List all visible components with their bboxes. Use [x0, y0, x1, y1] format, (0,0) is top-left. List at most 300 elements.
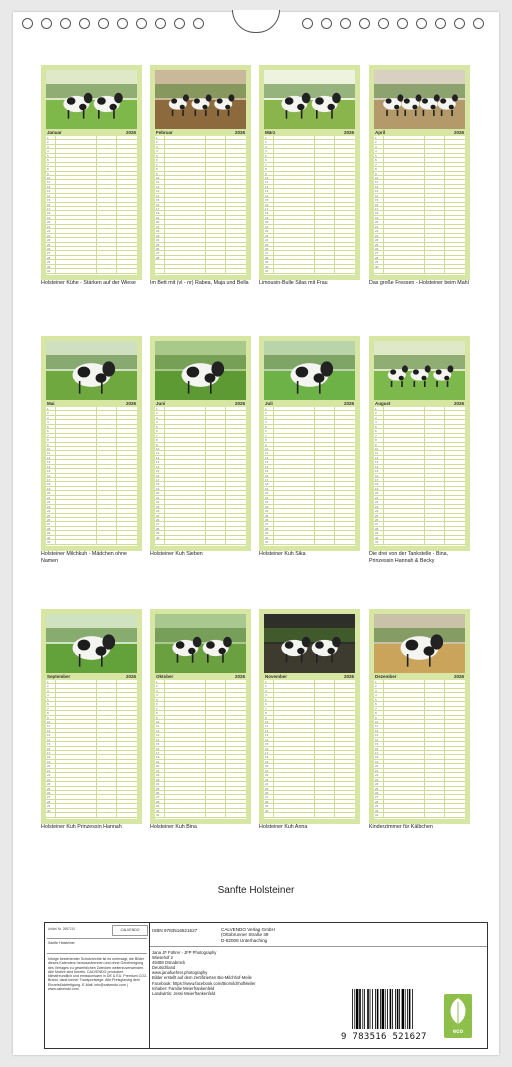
day-number: 15	[375, 469, 379, 474]
eco-label-text: eco	[452, 1029, 464, 1035]
month-november	[259, 609, 360, 824]
day-number: 5	[265, 424, 267, 429]
day-number: 23	[47, 777, 51, 782]
month-caption: Holsteiner Milchkuh - Mädchen ohne Namen	[41, 551, 127, 564]
cow-photo	[155, 70, 246, 129]
divider	[150, 946, 487, 947]
day-number: 18	[156, 211, 160, 216]
month-september	[41, 609, 142, 824]
day-number: 16	[156, 746, 160, 751]
legal-text: Infolge bestehender Schutzrechte ist es untersagt, die Bilder dieses Kalenders herauszutrennen und ohne Genehmigung des Verlages zu gewerblichen Zwecken weiterzuverwenden. Alle Motive sind bereits. CALVENDO produziert klimafreundlich und emissionsarm in DE & EU. Premium CO2-Brand, dank tonner Transportwege. Alle Preisgünstig dem Einzelstückfertigung. E-Mail: info@calvendo.com | www.calvendo.com	[48, 957, 148, 992]
cow-photo	[264, 70, 355, 129]
month-header	[155, 129, 246, 136]
day-number: 13	[47, 189, 51, 194]
binding-hole	[321, 18, 332, 29]
day-number: 23	[265, 777, 269, 782]
day-number: 25	[265, 242, 269, 247]
day-number: 9	[265, 715, 267, 720]
planner-grid	[155, 136, 246, 275]
day-number: 23	[156, 233, 160, 238]
month-year: 2026	[125, 674, 136, 679]
day-number: 7	[156, 706, 158, 711]
day-number: 19	[375, 486, 379, 491]
month-year: 2026	[453, 401, 464, 406]
day-number: 5	[265, 153, 267, 158]
day-number: 26	[265, 790, 269, 795]
day-number: 18	[375, 755, 379, 760]
day-number: 28	[156, 799, 160, 804]
cow-photo	[46, 341, 137, 400]
day-number: 18	[265, 211, 269, 216]
day-number: 22	[265, 773, 269, 778]
binding-hole	[155, 18, 166, 29]
day-row	[46, 540, 137, 544]
day-number: 11	[265, 180, 269, 185]
day-number: 12	[47, 455, 51, 460]
day-number: 3	[47, 688, 49, 693]
day-number: 23	[265, 504, 269, 509]
cow-photo	[155, 614, 246, 673]
day-number: 8	[156, 438, 158, 443]
day-number: 1	[47, 680, 49, 684]
day-row	[264, 813, 355, 817]
month-name: Mai	[47, 401, 55, 406]
day-row	[264, 540, 355, 544]
month-januar	[41, 65, 142, 280]
day-number: 28	[375, 255, 379, 260]
day-number: 24	[156, 782, 160, 787]
day-number: 28	[47, 255, 51, 260]
day-number: 14	[375, 737, 379, 742]
day-number: 24	[47, 782, 51, 787]
day-number: 3	[375, 415, 377, 420]
day-number: 31	[265, 540, 269, 545]
day-number: 8	[156, 711, 158, 716]
day-row	[155, 269, 246, 273]
day-number: 24	[47, 238, 51, 243]
month-photo	[264, 70, 355, 129]
day-number: 20	[47, 764, 51, 769]
day-number: 29	[47, 260, 51, 265]
day-number: 30	[375, 264, 379, 269]
day-number: 24	[156, 509, 160, 514]
day-number: 14	[265, 737, 269, 742]
binding-hole	[174, 18, 185, 29]
isbn-text: ISBN 9783516521627	[152, 928, 198, 933]
day-number: 8	[265, 711, 267, 716]
day-number: 9	[375, 715, 377, 720]
month-juli	[259, 336, 360, 551]
day-number: 7	[265, 433, 267, 438]
day-number: 1	[375, 407, 377, 411]
day-number: 22	[47, 500, 51, 505]
day-number: 18	[47, 755, 51, 760]
month-photo	[155, 341, 246, 400]
month-header	[264, 129, 355, 136]
planner-grid	[374, 407, 465, 546]
planner-grid	[46, 136, 137, 275]
day-number: 10	[265, 175, 269, 180]
day-number: 25	[47, 513, 51, 518]
day-number: 30	[265, 808, 269, 813]
imprint-title: Sanfte Holsteiner	[48, 941, 75, 945]
day-number: 19	[265, 759, 269, 764]
day-number: 29	[47, 804, 51, 809]
day-number: 17	[375, 207, 379, 211]
day-number: 11	[375, 180, 379, 185]
day-number: 10	[156, 175, 160, 180]
binding-hole	[60, 18, 71, 29]
imprint-box	[44, 922, 488, 1049]
month-name: November	[265, 674, 288, 679]
day-number: 14	[47, 464, 51, 469]
month-name: Juni	[156, 401, 166, 406]
day-number: 8	[375, 711, 377, 716]
day-number: 19	[156, 486, 160, 491]
month-name: Dezember	[375, 674, 397, 679]
day-number: 5	[265, 697, 267, 702]
day-number: 19	[156, 759, 160, 764]
day-number: 27	[156, 795, 160, 800]
day-number: 7	[156, 162, 158, 167]
day-number: 30	[47, 808, 51, 813]
day-number: 10	[375, 175, 379, 180]
day-number: 27	[375, 522, 379, 527]
binding-hole	[193, 18, 204, 29]
day-number: 1	[47, 407, 49, 411]
planner-grid	[46, 407, 137, 546]
day-number: 1	[375, 680, 377, 684]
day-number: 7	[265, 706, 267, 711]
day-number: 28	[47, 799, 51, 804]
day-number: 6	[47, 429, 49, 434]
day-number: 18	[156, 482, 160, 487]
planner-grid	[264, 407, 355, 546]
divider	[47, 953, 147, 954]
month-caption: Holsteiner Kuh Anna	[259, 824, 308, 830]
day-number: 23	[375, 777, 379, 782]
day-number: 17	[375, 751, 379, 755]
day-number: 15	[47, 469, 51, 474]
day-number: 28	[375, 799, 379, 804]
day-number: 21	[265, 768, 269, 773]
day-number: 27	[47, 251, 51, 256]
day-number: 30	[156, 535, 160, 540]
month-photo	[46, 341, 137, 400]
day-number: 31	[47, 269, 51, 274]
day-number: 24	[375, 782, 379, 787]
day-number: 10	[265, 446, 269, 451]
month-august	[369, 336, 470, 551]
month-header	[155, 400, 246, 407]
cow-photo	[155, 341, 246, 400]
day-number: 25	[156, 513, 160, 518]
day-number: 2	[156, 411, 158, 416]
day-number: 29	[265, 531, 269, 536]
day-number: 24	[265, 238, 269, 243]
day-number: 7	[375, 706, 377, 711]
day-number: 16	[265, 473, 269, 478]
day-number: 6	[375, 158, 377, 163]
day-number: 25	[265, 786, 269, 791]
day-number: 20	[265, 491, 269, 496]
day-number: 13	[375, 460, 379, 465]
day-number: 3	[375, 688, 377, 693]
day-number: 8	[375, 167, 377, 172]
day-number: 20	[375, 491, 379, 496]
day-number: 22	[156, 500, 160, 505]
month-header	[374, 673, 465, 680]
day-number: 2	[156, 684, 158, 689]
day-number: 25	[265, 513, 269, 518]
day-number: 1	[375, 136, 377, 140]
author-line: Deutschland	[152, 965, 176, 971]
day-number: 2	[375, 140, 377, 145]
month-name: Februar	[156, 130, 173, 135]
day-number: 12	[47, 184, 51, 189]
day-number: 31	[47, 540, 51, 545]
day-number: 16	[156, 202, 160, 207]
month-photo	[46, 614, 137, 673]
day-number: 4	[265, 420, 267, 425]
day-number: 5	[47, 697, 49, 702]
author-line: Jana JF Führer - JFP Photography	[152, 950, 217, 955]
day-number: 9	[375, 171, 377, 176]
planner-grid	[155, 407, 246, 546]
day-number: 17	[375, 478, 379, 482]
binding-hole	[416, 18, 427, 29]
day-number: 3	[156, 415, 158, 420]
day-number: 7	[265, 162, 267, 167]
day-number: 21	[156, 768, 160, 773]
day-number: 4	[47, 149, 49, 154]
day-number: 8	[375, 438, 377, 443]
day-number: 29	[265, 804, 269, 809]
author-line: Landwirtin: Jessi Meierfrankenfeld	[152, 990, 216, 996]
month-caption: Holsteiner Kühe - Stärken auf der Wiese	[41, 280, 136, 286]
day-number: 26	[156, 517, 160, 522]
day-number: 5	[47, 424, 49, 429]
day-number: 20	[375, 220, 379, 225]
day-number: 10	[375, 719, 379, 724]
day-number: 15	[265, 742, 269, 747]
binding-hole	[454, 18, 465, 29]
day-number: 27	[47, 522, 51, 527]
month-caption: Die drei von der Tankstelle - Bina, Prinzessin Hannah & Becky	[369, 551, 449, 564]
day-number: 14	[265, 193, 269, 198]
day-number: 21	[375, 768, 379, 773]
day-number: 3	[47, 144, 49, 149]
day-number: 8	[47, 438, 49, 443]
day-number: 27	[375, 795, 379, 800]
day-number: 28	[156, 526, 160, 531]
day-number: 24	[47, 509, 51, 514]
leaf-icon	[444, 994, 472, 1030]
day-number: 5	[375, 153, 377, 158]
month-year: 2026	[234, 130, 245, 135]
day-number: 30	[47, 535, 51, 540]
day-number: 4	[375, 693, 377, 698]
month-photo	[264, 341, 355, 400]
day-number: 12	[375, 728, 379, 733]
binding-hole	[136, 18, 147, 29]
day-number: 26	[47, 246, 51, 251]
day-number: 28	[375, 526, 379, 531]
day-number: 6	[47, 158, 49, 163]
month-header	[374, 129, 465, 136]
day-number: 9	[265, 442, 267, 447]
day-number: 19	[375, 215, 379, 220]
publisher-line: D-82008 Unterhaching	[221, 937, 268, 943]
day-number: 22	[156, 773, 160, 778]
day-number: 6	[265, 158, 267, 163]
day-number: 17	[156, 478, 160, 482]
day-row	[46, 269, 137, 273]
day-number: 2	[265, 140, 267, 145]
day-number: 1	[265, 136, 267, 140]
day-number: 18	[375, 211, 379, 216]
day-number: 13	[156, 733, 160, 738]
day-number: 11	[47, 724, 51, 729]
cow-photo	[46, 70, 137, 129]
month-header	[155, 673, 246, 680]
day-number: 21	[47, 224, 51, 229]
day-number: 1	[156, 407, 158, 411]
day-number: 29	[156, 804, 160, 809]
month-photo	[155, 614, 246, 673]
month-caption: Kinderzimmer für Kälbchen	[369, 824, 433, 830]
month-photo	[264, 614, 355, 673]
day-number: 12	[375, 455, 379, 460]
calendar-title: Sanfte Holsteiner	[217, 885, 295, 896]
month-märz	[259, 65, 360, 280]
day-number: 21	[47, 495, 51, 500]
eco-label-icon	[444, 994, 472, 1038]
day-number: 7	[47, 162, 49, 167]
day-number: 19	[47, 759, 51, 764]
day-number: 4	[156, 420, 158, 425]
month-year: 2026	[234, 674, 245, 679]
day-number: 21	[47, 768, 51, 773]
day-number: 15	[265, 198, 269, 203]
month-header	[264, 673, 355, 680]
month-year: 2026	[343, 130, 354, 135]
day-number: 15	[156, 742, 160, 747]
author-line: 49488 Osnabrück	[152, 960, 186, 966]
day-number: 12	[265, 728, 269, 733]
day-row	[374, 813, 465, 817]
month-name: September	[47, 674, 71, 679]
day-number: 4	[265, 149, 267, 154]
day-number: 4	[47, 693, 49, 698]
day-number: 12	[156, 455, 160, 460]
day-number: 7	[47, 433, 49, 438]
day-number: 3	[265, 415, 267, 420]
month-name: März	[265, 130, 276, 135]
day-number: 4	[156, 149, 158, 154]
day-number: 26	[265, 246, 269, 251]
day-number: 14	[156, 737, 160, 742]
day-number: 22	[265, 229, 269, 234]
day-number: 28	[47, 526, 51, 531]
author-address	[152, 950, 256, 996]
day-number: 27	[265, 795, 269, 800]
day-number: 20	[47, 491, 51, 496]
day-number: 10	[156, 446, 160, 451]
publisher-address	[221, 927, 275, 943]
day-number: 5	[156, 697, 158, 702]
day-number: 18	[265, 482, 269, 487]
day-number: 28	[265, 799, 269, 804]
day-number: 23	[156, 777, 160, 782]
day-number: 24	[265, 782, 269, 787]
day-number: 3	[265, 688, 267, 693]
month-header	[46, 400, 137, 407]
author-line: Inhaber: Familie Meierfrankenfeld	[152, 985, 215, 991]
day-number: 29	[47, 531, 51, 536]
day-number: 17	[156, 751, 160, 755]
day-number: 12	[265, 455, 269, 460]
day-number: 5	[375, 424, 377, 429]
binding-hole	[79, 18, 90, 29]
day-number: 19	[47, 486, 51, 491]
day-number: 4	[265, 693, 267, 698]
day-number: 29	[375, 531, 379, 536]
day-number: 31	[156, 813, 160, 818]
day-number: 24	[156, 238, 160, 243]
day-number: 16	[265, 746, 269, 751]
day-number: 16	[375, 202, 379, 207]
day-number: 11	[156, 724, 160, 729]
month-year: 2026	[453, 674, 464, 679]
day-number: 7	[375, 162, 377, 167]
day-number: 21	[156, 495, 160, 500]
day-number: 11	[156, 451, 160, 456]
day-number: 9	[156, 442, 158, 447]
day-number: 22	[156, 229, 160, 234]
day-number: 13	[156, 460, 160, 465]
day-number: 1	[265, 680, 267, 684]
day-number: 28	[156, 255, 160, 260]
day-number: 20	[265, 220, 269, 225]
cow-photo	[46, 614, 137, 673]
day-number: 18	[375, 482, 379, 487]
day-number: 28	[265, 526, 269, 531]
cow-photo	[374, 70, 465, 129]
day-number: 18	[47, 211, 51, 216]
day-number: 22	[47, 773, 51, 778]
day-number: 15	[375, 198, 379, 203]
day-number: 11	[375, 451, 379, 456]
day-number: 30	[265, 264, 269, 269]
day-number: 23	[375, 504, 379, 509]
day-number: 11	[375, 724, 379, 729]
day-row	[374, 269, 465, 273]
day-row	[155, 540, 246, 544]
day-number: 16	[47, 473, 51, 478]
day-number: 27	[47, 795, 51, 800]
binding-hole	[22, 18, 33, 29]
day-number: 16	[265, 202, 269, 207]
day-number: 13	[47, 460, 51, 465]
binding-hole	[117, 18, 128, 29]
day-number: 22	[375, 773, 379, 778]
day-number: 26	[156, 246, 160, 251]
planner-grid	[374, 680, 465, 819]
day-number: 25	[47, 242, 51, 247]
planner-grid	[374, 136, 465, 275]
day-number: 26	[375, 246, 379, 251]
